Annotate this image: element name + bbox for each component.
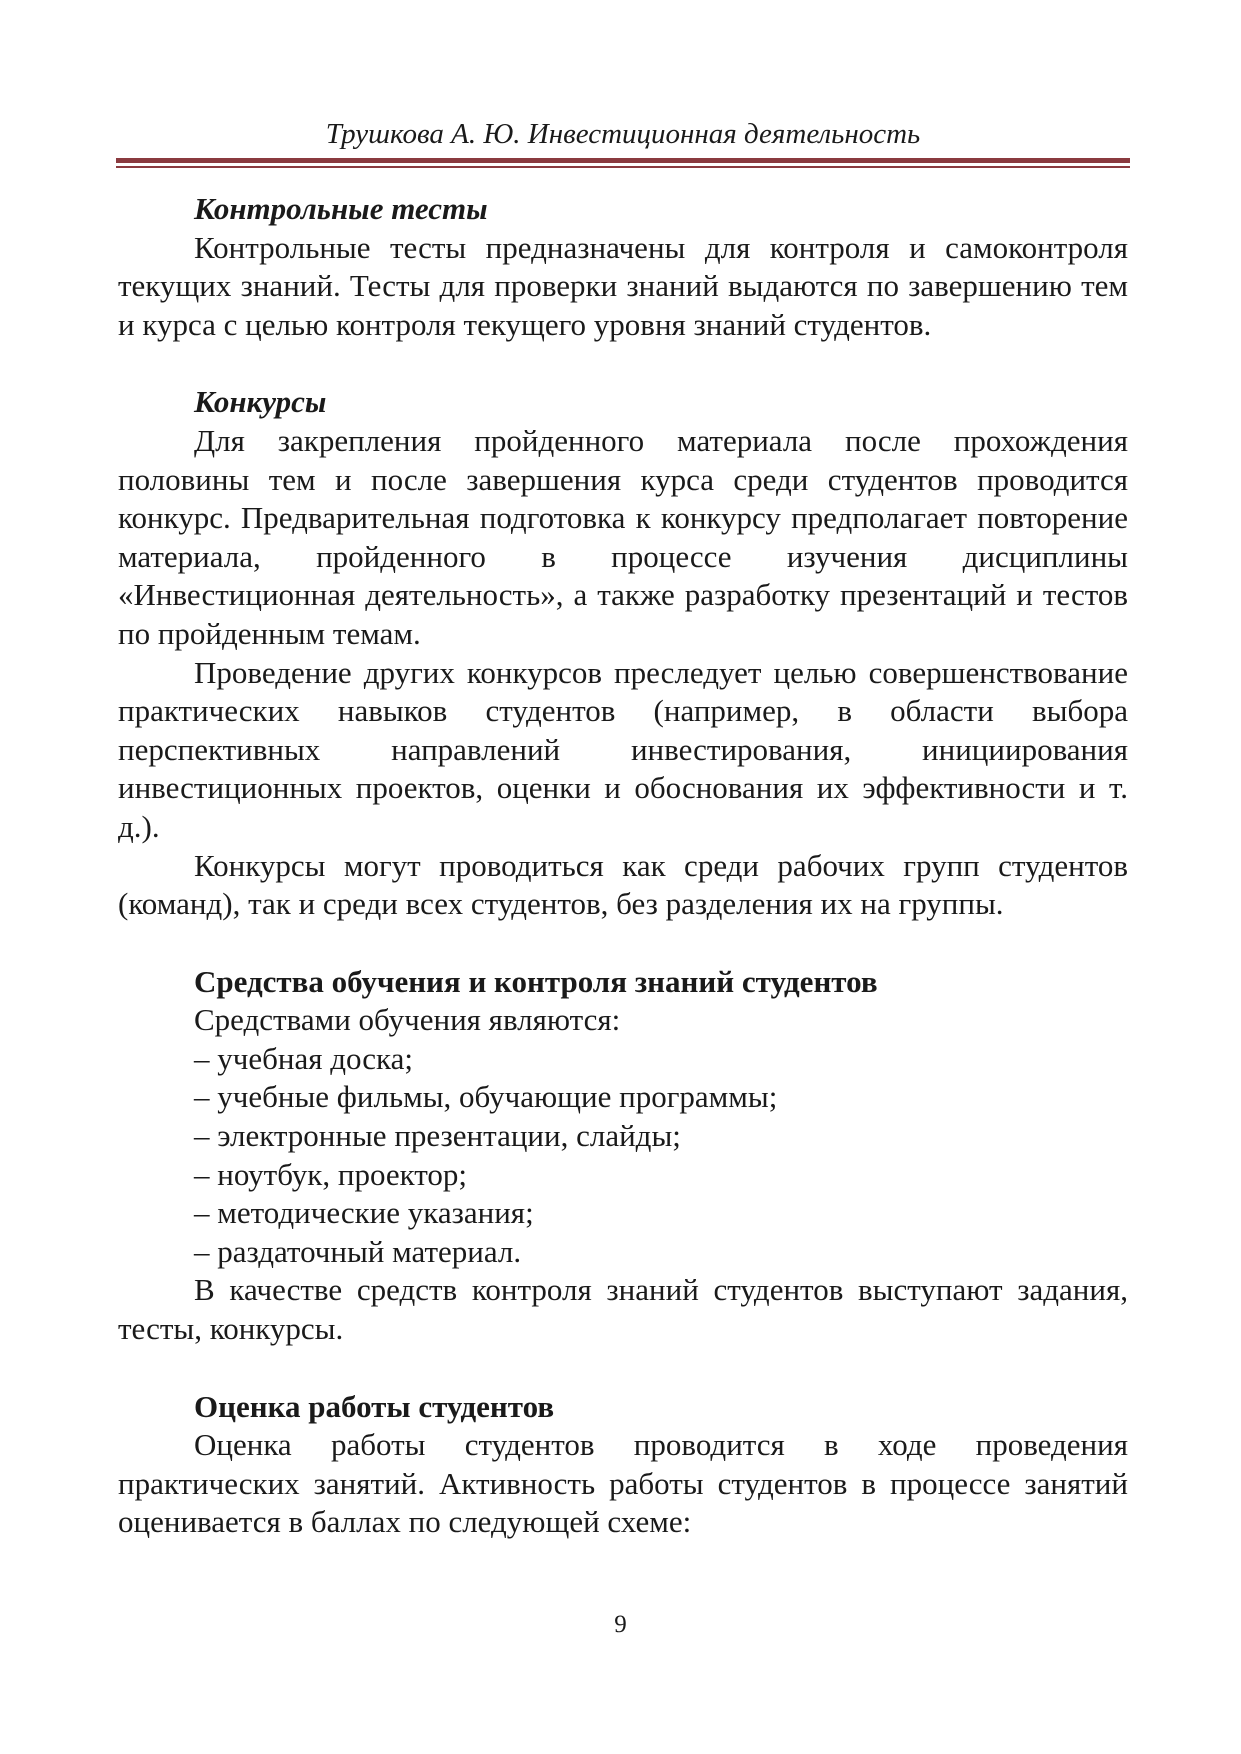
- header-rule: [116, 158, 1130, 170]
- page-number: 9: [614, 1611, 627, 1638]
- header-rule-thin: [116, 166, 1130, 168]
- section-heading-means: Средства обучения и контроля знаний студентов: [194, 963, 878, 999]
- paragraph-tests: Контрольные тесты предназначены для контроля и самоконтроля текущих знаний. Тесты для проверки знаний выдаются по завершению тем и курса с целью контроля текущего уровня знаний студентов.: [118, 229, 1128, 342]
- list-item: – электронные презентации, слайды;: [194, 1118, 681, 1154]
- paragraph-contests-1: Для закрепления пройденного материала после прохождения половины тем и после завершения курса среди студентов проводится конкурс. Предварительная подготовка к конкурсу предполагает повторение материала, пройденного в процессе изучения дисциплины «Инвестиционная деятельность», а также разработку презентаций и тестов по пройденным темам.: [118, 422, 1128, 651]
- section-heading-contests: Конкурсы: [194, 384, 327, 420]
- list-item: – ноутбук, проектор;: [194, 1156, 467, 1192]
- header-rule-thick: [116, 158, 1130, 163]
- paragraph-contests-2: Проведение других конкурсов преследует целью совершенствование практических навыков студентов (например, в области выбора перспективных направлений инвестирования, инициирования инвестиционных проектов, оценки и обоснования их эффективности и т. д.).: [118, 654, 1128, 844]
- means-list: [118, 1040, 1128, 1272]
- paragraph-control-means: В качестве средств контроля знаний студентов выступают задания, тесты, конкурсы.: [118, 1272, 1128, 1347]
- list-item: – методические указания;: [194, 1195, 534, 1231]
- paragraph-contests-3: Конкурсы могут проводиться как среди рабочих групп студентов (команд), так и среди всех студентов, без разделения их на группы.: [118, 847, 1128, 922]
- spacer: [118, 344, 1128, 383]
- spacer: [118, 924, 1128, 963]
- means-intro: Средствами обучения являются:: [194, 1002, 621, 1038]
- page-content: [118, 190, 1128, 1542]
- list-item: – раздаточный материал.: [194, 1233, 522, 1269]
- section-heading-assessment: Оценка работы студентов: [194, 1388, 555, 1424]
- list-item: – учебные фильмы, обучающие программы;: [194, 1079, 778, 1115]
- spacer: [118, 1349, 1128, 1388]
- section-heading-tests: Контрольные тесты: [194, 191, 488, 226]
- list-item: – учебная доска;: [194, 1040, 413, 1076]
- paragraph-assessment: Оценка работы студентов проводится в ходе проведения практических занятий. Активность работы студентов в процессе занятий оценивается в баллах по следующей схеме:: [118, 1427, 1128, 1540]
- running-header: Трушкова А. Ю. Инвестиционная деятельность: [325, 118, 921, 150]
